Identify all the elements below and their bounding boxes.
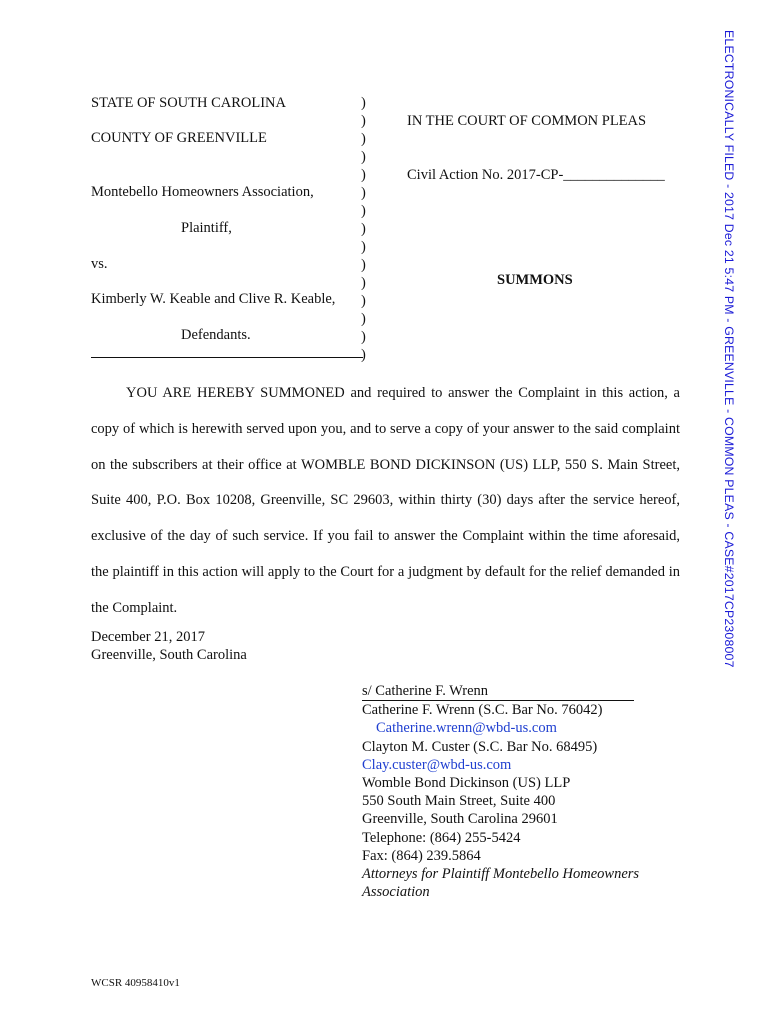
paren: ) — [361, 149, 366, 165]
signature-block — [362, 682, 639, 901]
paren: ) — [361, 221, 366, 237]
paren: ) — [361, 293, 366, 309]
firm-address-line1: 550 South Main Street, Suite 400 — [362, 793, 556, 810]
attorney-2-email-link[interactable]: Clay.custer@wbd-us.com — [362, 756, 512, 773]
firm-address-line2: Greenville, South Carolina 29601 — [362, 811, 558, 828]
state-heading: STATE OF SOUTH CAROLINA — [91, 95, 286, 111]
attorney-1: Catherine F. Wrenn (S.C. Bar No. 76042) — [362, 702, 603, 719]
paren: ) — [361, 167, 366, 183]
attorney-1-email-link[interactable]: Catherine.wrenn@wbd-us.com — [376, 720, 557, 737]
defendant-names: Kimberly W. Keable and Clive R. Keable, — [91, 291, 336, 307]
caption-divider — [361, 94, 375, 364]
signing-date: December 21, 2017 — [91, 629, 205, 645]
plaintiff-name: Montebello Homeowners Association, — [91, 184, 314, 200]
firm-name: Womble Bond Dickinson (US) LLP — [362, 775, 571, 792]
document-title: SUMMONS — [497, 272, 573, 288]
paren: ) — [361, 203, 366, 219]
versus-label: vs. — [91, 256, 108, 272]
paren: ) — [361, 113, 366, 129]
attorney-2: Clayton M. Custer (S.C. Bar No. 68495) — [362, 738, 598, 755]
court-heading: IN THE COURT OF COMMON PLEAS — [407, 113, 647, 129]
paren: ) — [361, 185, 366, 201]
attorney-role-line1: Attorneys for Plaintiff Montebello Homeowners — [362, 866, 640, 883]
firm-telephone: Telephone: (864) 255-5424 — [362, 829, 521, 846]
paren: ) — [361, 329, 366, 345]
document-id-footer: WCSR 40958410v1 — [91, 977, 180, 989]
date-block — [91, 628, 247, 664]
electronic-filing-stamp: ELECTRONICALLY FILED - 2017 Dec 21 5:47 PM - GREENVILLE - COMMON PLEAS - CASE#2017CP2308007 — [722, 30, 736, 668]
summons-paragraph: YOU ARE HEREBY SUMMONED and required to answer the Complaint in this action, a copy of which is herewith served upon you, and to serve a copy of your answer to the said complaint on the subscribers at their office at WOMBLE BOND DICKINSON (US) LLP, 550 S. Main Street, Suite 400, P.O. Box 10208, Greenville, SC 29603, within thirty (30) days after the service hereof, exclusive of the day of such service. If you fail to answer the Complaint within the time aforesaid, the plaintiff in this action will apply to the Court for a judgment by default for the relief demanded in the Complaint. — [91, 385, 680, 616]
paren: ) — [361, 131, 366, 147]
paren: ) — [361, 239, 366, 255]
attorney-role-line2: Association — [362, 884, 430, 901]
paren: ) — [361, 311, 366, 327]
paren: ) — [361, 95, 366, 111]
caption-underline — [91, 357, 363, 358]
paren: ) — [361, 275, 366, 291]
summons-body — [91, 376, 680, 627]
paren: ) — [361, 257, 366, 273]
plaintiff-role: Plaintiff, — [181, 220, 232, 236]
firm-fax: Fax: (864) 239.5864 — [362, 847, 481, 864]
signing-place: Greenville, South Carolina — [91, 647, 247, 663]
civil-action-number: Civil Action No. 2017-CP-______________ — [407, 167, 665, 183]
defendant-role: Defendants. — [181, 327, 251, 343]
county-heading: COUNTY OF GREENVILLE — [91, 130, 267, 146]
signature-line: s/ Catherine F. Wrenn — [362, 682, 634, 701]
paren: ) — [361, 347, 366, 363]
